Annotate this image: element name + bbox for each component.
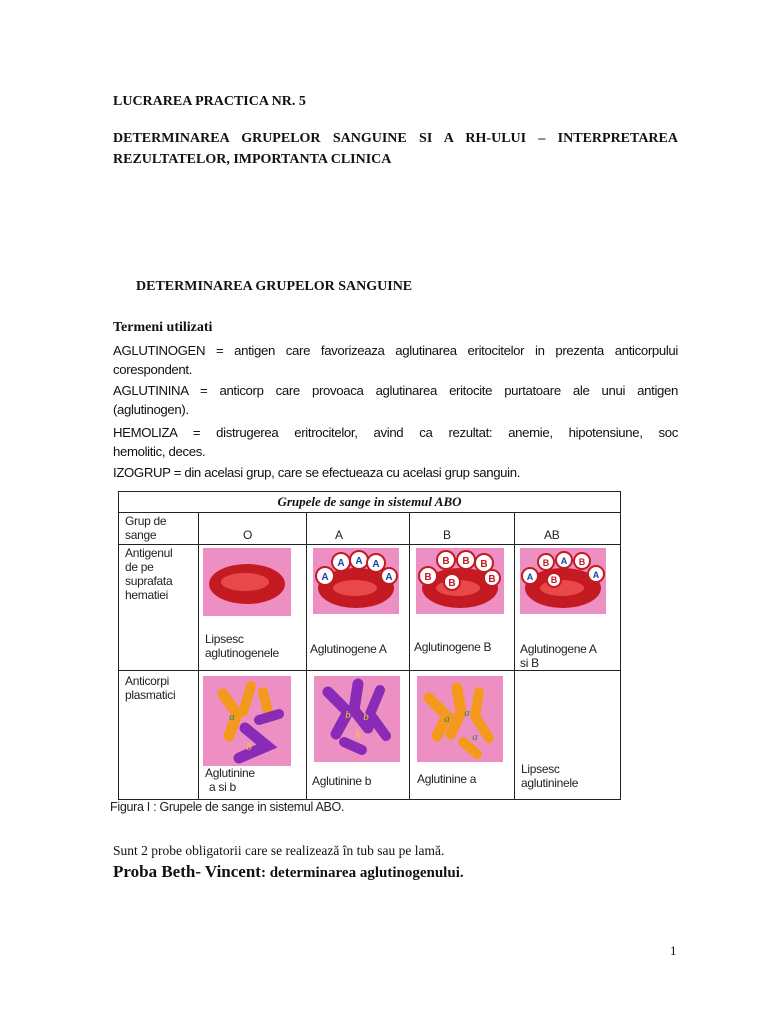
svg-text:a: a	[472, 731, 478, 743]
figure-caption: Figura I : Grupele de sange in sistemul ABO.	[110, 800, 345, 814]
svg-text:B: B	[462, 556, 470, 567]
antigen-ab-marker-b: B	[542, 558, 550, 568]
page-number: 1	[670, 943, 677, 958]
antigen-label-o: Lipsesc aglutinogenele	[205, 632, 279, 660]
antibody-label-a: Aglutinine b	[312, 774, 372, 788]
antibody-label-o: Aglutinine a si b	[205, 766, 255, 794]
row-header-antibody: Anticorpi plasmatici	[125, 674, 176, 702]
antigen-ab-marker-a: A	[526, 572, 534, 582]
definition-hemoliza-line-1: HEMOLIZA = distrugerea eritrocitelor, avind ca rezultat: anemie, hipotensiune, soc	[113, 425, 678, 440]
svg-text:A: A	[372, 559, 380, 570]
abo-blood-group-table	[118, 491, 621, 800]
svg-text:B: B	[448, 578, 456, 589]
definition-izogrup-line: IZOGRUP = din acelasi grup, care se efectueaza cu acelasi grup sanguin.	[113, 465, 521, 480]
antibody-o-image	[203, 676, 291, 766]
row-header-antigen: Antigenul de pe suprafata hematiei	[125, 546, 173, 602]
antigen-label-ab: Aglutinogene A si B	[520, 642, 597, 670]
svg-text:B: B	[550, 575, 558, 585]
antigen-label-a: Aglutinogene A	[310, 642, 387, 656]
svg-text:A: A	[592, 570, 600, 580]
group-label-o: O	[243, 528, 253, 542]
group-label-ab: AB	[544, 528, 560, 542]
definition-hemoliza-line-2: hemolitic, deces.	[113, 444, 206, 459]
svg-text:b: b	[355, 729, 361, 741]
antibody-o-marker-a: a	[229, 711, 235, 723]
document-title-line-2: REZULTATELOR, IMPORTANTA CLINICA	[113, 152, 392, 167]
group-label-a: A	[335, 528, 343, 542]
rbc-b-image	[416, 548, 504, 614]
rbc-a-image	[313, 548, 399, 614]
definition-aglutinogen	[113, 341, 678, 379]
antibody-b-image	[417, 676, 503, 762]
definition-aglutinogen-line-1: AGLUTINOGEN = antigen care favorizeaza aglutinarea eritocitelor in prezenta anticorpului	[113, 343, 678, 358]
antibody-a-image	[314, 676, 400, 762]
svg-text:A: A	[355, 556, 363, 567]
beth-vincent-heading	[113, 862, 464, 882]
beth-vincent-rest: : determinarea aglutinogenului.	[260, 865, 464, 881]
svg-text:B: B	[488, 574, 496, 585]
definition-izogrup	[113, 463, 678, 482]
table-title: Grupele de sange in sistemul ABO	[119, 492, 620, 513]
antibody-b-marker-a: a	[444, 713, 450, 725]
document-title-line-1: DETERMINAREA GRUPELOR SANGUINE SI A RH-ULUI – INTERPRETAREA	[113, 131, 678, 146]
definition-aglutinina-line-2: (aglutinogen).	[113, 402, 189, 417]
beth-vincent-label: Proba Beth- Vincent	[113, 862, 261, 881]
svg-text:A: A	[560, 556, 568, 566]
group-label-b: B	[443, 528, 451, 542]
terms-heading: Termeni utilizati	[113, 320, 213, 335]
svg-text:B: B	[480, 559, 488, 570]
rbc-o-image	[203, 548, 291, 616]
antibody-a-marker-b: b	[345, 709, 351, 721]
antibody-label-ab: Lipsesc aglutininele	[521, 762, 579, 790]
antibody-o-marker-b: b	[246, 741, 252, 753]
antigen-label-b: Aglutinogene B	[414, 640, 492, 654]
svg-text:b: b	[363, 711, 369, 723]
svg-text:B: B	[442, 556, 450, 567]
antigen-b-marker: B	[424, 572, 432, 583]
svg-text:A: A	[337, 558, 345, 569]
lab-title: LUCRAREA PRACTICA NR. 5	[113, 94, 306, 109]
svg-text:B: B	[578, 557, 586, 567]
definition-aglutinogen-line-2: corespondent.	[113, 362, 193, 377]
definition-aglutinina-line-1: AGLUTININA = anticorp care provoaca aglutinarea eritocite purtatoare ale unui antigen	[113, 383, 678, 398]
svg-text:a: a	[464, 707, 470, 719]
definition-aglutinina	[113, 381, 678, 419]
row-header-group: Grup de sange	[125, 514, 167, 542]
svg-text:A: A	[385, 572, 393, 583]
definition-hemoliza	[113, 423, 678, 461]
antigen-a-marker: A	[321, 572, 329, 583]
section-title: DETERMINAREA GRUPELOR SANGUINE	[136, 279, 413, 294]
rbc-ab-image	[520, 548, 606, 614]
document-title	[113, 128, 678, 170]
antibody-label-b: Aglutinine a	[417, 772, 477, 786]
probes-sentence: Sunt 2 probe obligatorii care se realizează în tub sau pe lamă.	[113, 843, 445, 858]
